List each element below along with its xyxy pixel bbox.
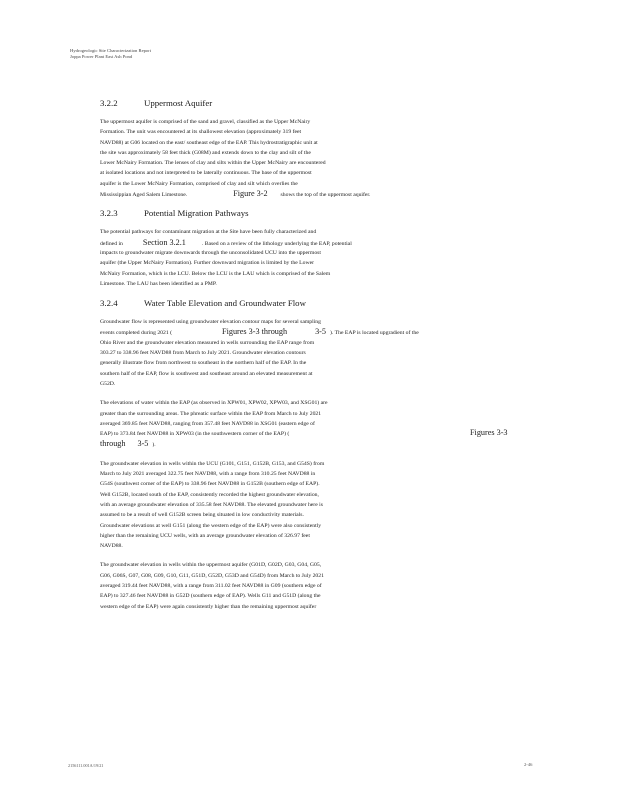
figure-reference-link[interactable]: Figure 3-2 [233, 189, 268, 199]
figure-reference-link[interactable]: 3-5 [137, 439, 149, 449]
text-line: March to July 2021 averaged 322.75 feet NAVD88, with a range from 310.25 feet NAVD88 in [100, 471, 316, 478]
text-line: averaged 319.44 feet NAVD88, with a range from 311.02 feet NAVD88 in G09 (southern edge of [100, 582, 322, 589]
text-line: aquifer is the Lower McNairy Formation, comprised of clay and silt which overlies the [100, 180, 298, 187]
text-line: The groundwater elevation in wells within the uppermost aquifer (G01D, G02D, G03, G04, G05, [100, 562, 322, 569]
text-line: the site was approximately 58 feet thick (G08M) and extends down to the clay and silt of the [100, 149, 311, 156]
text-line: G52D. [100, 380, 116, 387]
text-line: Groundwater flow is represented using groundwater elevation contour maps for several sampling [100, 319, 321, 326]
text-line: The elevations of water within the EAP (as observed in XPW01, XPW02, XPW03, and XSG01) are [100, 400, 328, 407]
text-segment: shows the top of the uppermost aquifer. [280, 192, 371, 199]
text-line [100, 429, 520, 439]
text-line: generally illustrate flow from northwest to southeast in the northern half of the EAP. In the [100, 360, 307, 367]
section-heading-3-2-3 [100, 208, 520, 218]
text-segment: events completed during 2021 ( [100, 330, 173, 337]
text-line: 303.27 to 338.96 feet NAVD88 from March to July 2021. Groundwater elevation contours [100, 350, 306, 357]
text-line [100, 238, 520, 248]
page-number: 2-46 [524, 762, 533, 767]
section-number: 3.2.4 [100, 298, 118, 309]
text-segment: ). The EAP is located upgradient of the [330, 330, 419, 337]
paragraph-migration-pathways [100, 227, 520, 289]
section-heading-3-2-2 [100, 98, 520, 108]
section-title: Uppermost Aquifer [144, 98, 213, 108]
page-header [70, 48, 151, 60]
paragraph-uppermost-aquifer-elevation [100, 560, 520, 611]
text-line: The groundwater elevation in wells within the UCU (G101, G151, G152B, G153, and G54S) from [100, 460, 325, 467]
text-line: EAP) to 327.46 feet NAVD88 in G52D (southern edge of EAP). Wells G11 and G51D (along the [100, 593, 321, 600]
text-segment: . Based on a review of the lithology underlying the EAP, potential [201, 240, 352, 247]
header-report-title: Hydrogeologic Site Characterization Report [70, 48, 152, 53]
text-line [100, 439, 520, 449]
text-line: southern half of the EAP, flow is southwest and southeast around an elevated measurement at [100, 370, 313, 377]
figure-reference-link[interactable]: 3-5 [315, 327, 326, 337]
text-line: western edge of the EAP) were again consistently higher than the remaining uppermost aquifer [100, 603, 317, 610]
text-line: Well G152B, located south of the EAP, consistently recorded the highest groundwater elevation, [100, 491, 319, 498]
text-line [100, 189, 520, 199]
figure-reference-link[interactable]: through [100, 439, 126, 449]
section-title: Water Table Elevation and Groundwater Flow [144, 298, 306, 309]
text-line: averaged 369.85 feet NAVD88, ranging from 357.48 feet NAVD88 in XSG01 (eastern edge of [100, 420, 315, 427]
text-line: The potential pathways for contaminant migration at the Site have been fully characterized and [100, 229, 317, 236]
document-body [100, 98, 520, 621]
section-reference-link[interactable]: Section 3.2.1 [142, 237, 186, 247]
text-line: Lower McNairy Formation. The lenses of clay and silts within the Upper McNairy are encountered [100, 160, 326, 167]
text-line: NAVD88. [100, 543, 123, 550]
text-line: impacts to groundwater migrate downwards through the unconsolidated UCU into the uppermost [100, 249, 321, 256]
text-line: higher than the remaining UCU wells, with an average groundwater elevation of 326.97 feet [100, 532, 310, 539]
text-line: The uppermost aquifer is comprised of the sand and gravel, classified as the Upper McNairy [100, 119, 311, 125]
text-line: Formation. The unit was encountered at its shallowest elevation (approximately 319 feet [100, 129, 302, 136]
header-site-name: Joppa Power Plant East Ash Pond [70, 54, 133, 59]
text-line: G06, G06S, G07, G08, G09, G10, G11, G51D, G52D, G53D and G54D) from March to July 2021 [100, 572, 324, 579]
text-line: G54S (southwest corner of the EAP) to 338.96 feet NAVD88 in G152B (southern edge of EAP). [100, 481, 320, 488]
text-line: aquifer (the Upper McNairy Formation). Further downward migration is limited by the Lower [100, 260, 315, 267]
section-number: 3.2.2 [100, 98, 118, 108]
section-heading-3-2-4 [100, 298, 520, 308]
text-line [100, 327, 520, 337]
text-line: at isolated locations and not interpreted to be laterally continuous. The base of the uppermost [100, 170, 312, 177]
text-line: greater than the surrounding areas. The phreatic surface within the EAP from March to July 2021 [100, 410, 322, 417]
text-line: NAVD88) at G06 located on the east/ southeast edge of the EAP. This hydrostratigraphic unit at [100, 139, 318, 146]
text-line: Ohio River and the groundwater elevation measured in wells surrounding the EAP range from [100, 339, 315, 346]
text-line: Limestone. The LAU has been identified as a PMP. [100, 280, 217, 287]
figure-reference-link[interactable]: Figures 3-3 through [222, 327, 288, 337]
paragraph-eap-water-elevation [100, 398, 520, 449]
text-line: with an average groundwater elevation of 335.58 feet NAVD88. The elevated groundwater here is [100, 501, 323, 508]
text-segment: Mississippian Aged Salem Limestone. [100, 192, 188, 199]
text-segment: defined in [100, 240, 123, 247]
text-line: McNairy Formation, which is the LCU. Below the LCU is the LAU which is comprised of the Salem [100, 270, 331, 277]
text-segment: EAP) to 373.84 feet NAVD88 in XPW03 (in the southwestern corner of the EAP) ( [100, 431, 290, 438]
text-line: Groundwater elevations at well G151 (along the western edge of the EAP) were also consistently [100, 522, 322, 529]
paragraph-uppermost-aquifer [100, 117, 520, 199]
paragraph-ucu-elevation [100, 459, 520, 552]
footer-document-number: 2156111.001A/19/21 [68, 763, 104, 768]
text-line: assumed to be a result of well G152B screen being situated in low conductivity materials. [100, 512, 304, 519]
section-title: Potential Migration Pathways [144, 208, 249, 219]
text-segment: ). [152, 442, 156, 449]
section-number: 3.2.3 [100, 208, 118, 219]
figure-reference-link[interactable]: Figures 3-3 [470, 428, 508, 438]
paragraph-groundwater-flow [100, 317, 520, 389]
